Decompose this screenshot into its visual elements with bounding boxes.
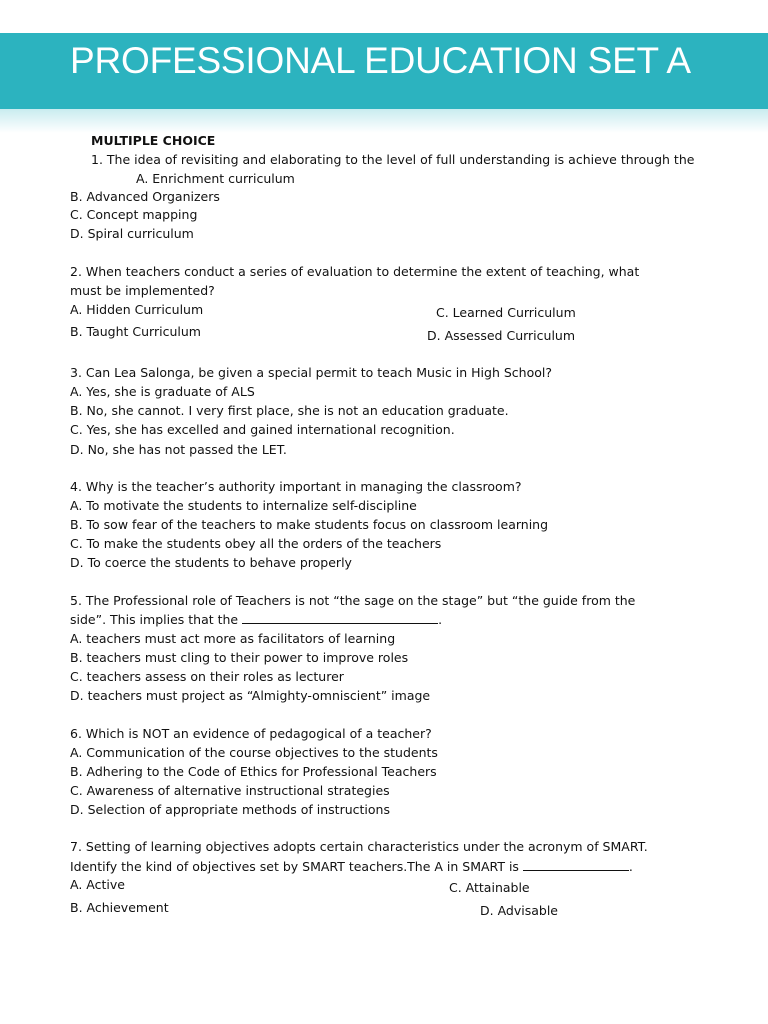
question-2-option-a: A. Hidden Curriculum — [70, 302, 204, 317]
question-1-stem: 1. The idea of revisiting and elaborating to the level of full understanding is achieve through the — [91, 152, 695, 167]
question-7-stem-line-2 — [70, 859, 633, 875]
question-5-stem-text: side”. This implies that the — [70, 612, 239, 627]
question-1-option-c: C. Concept mapping — [70, 207, 198, 222]
question-5-option-d: D. teachers must project as “Almighty-omniscient” image — [70, 688, 431, 703]
question-6-option-b: B. Adhering to the Code of Ethics for Professional Teachers — [70, 764, 437, 779]
question-7-option-c: C. Attainable — [449, 880, 530, 895]
question-4-option-b: B. To sow fear of the teachers to make students focus on classroom learning — [70, 517, 549, 532]
question-2-option-c: C. Learned Curriculum — [436, 305, 576, 320]
question-2-option-b: B. Taught Curriculum — [70, 324, 201, 339]
question-1-option-b: B. Advanced Organizers — [70, 189, 220, 204]
question-7-option-a: A. Active — [70, 877, 125, 892]
question-1-option-a: A. Enrichment curriculum — [136, 171, 295, 186]
header-gradient-strip — [0, 109, 768, 133]
question-7-stem-end: . — [628, 859, 633, 874]
question-4-stem: 4. Why is the teacher’s authority important in managing the classroom? — [70, 479, 522, 494]
question-7-stem-text: Identify the kind of objectives set by SMART teachers.The A in SMART is — [70, 859, 519, 874]
question-6-option-a: A. Communication of the course objectives to the students — [70, 745, 438, 760]
question-1-option-d: D. Spiral curriculum — [70, 226, 194, 241]
question-4-option-a: A. To motivate the students to internalize self-discipline — [70, 498, 417, 513]
question-6-stem: 6. Which is NOT an evidence of pedagogical of a teacher? — [70, 726, 432, 741]
question-6-option-d: D. Selection of appropriate methods of instructions — [70, 802, 390, 817]
answer-blank — [242, 612, 438, 624]
question-3-stem: 3. Can Lea Salonga, be given a special permit to teach Music in High School? — [70, 365, 552, 380]
question-2-option-d: D. Assessed Curriculum — [427, 328, 576, 343]
question-5-option-c: C. teachers assess on their roles as lecturer — [70, 669, 344, 684]
section-title: MULTIPLE CHOICE — [91, 133, 216, 148]
question-5-stem-line-2 — [70, 612, 442, 628]
question-7-stem-line-1: 7. Setting of learning objectives adopts certain characteristics under the acronym of SMART. — [70, 839, 648, 854]
question-6-option-c: C. Awareness of alternative instructional strategies — [70, 783, 390, 798]
question-5-option-b: B. teachers must cling to their power to improve roles — [70, 650, 409, 665]
question-4-option-c: C. To make the students obey all the orders of the teachers — [70, 536, 442, 551]
question-3-option-d: D. No, she has not passed the LET. — [70, 442, 287, 457]
question-2-stem-line-1: 2. When teachers conduct a series of evaluation to determine the extent of teaching, what — [70, 264, 640, 279]
answer-blank — [523, 859, 629, 871]
question-5-option-a: A. teachers must act more as facilitators of learning — [70, 631, 396, 646]
question-5-stem-line-1: 5. The Professional role of Teachers is not “the sage on the stage” but “the guide from the — [70, 593, 636, 608]
question-7-option-b: B. Achievement — [70, 900, 169, 915]
question-3-option-c: C. Yes, she has excelled and gained international recognition. — [70, 422, 455, 437]
question-5-stem-end: . — [438, 612, 443, 627]
question-4-option-d: D. To coerce the students to behave properly — [70, 555, 352, 570]
question-7-option-d: D. Advisable — [480, 903, 558, 918]
document-title: PROFESSIONAL EDUCATION SET A — [70, 40, 691, 81]
question-3-option-a: A. Yes, she is graduate of ALS — [70, 384, 255, 399]
question-3-option-b: B. No, she cannot. I very first place, she is not an education graduate. — [70, 403, 509, 418]
question-2-stem-line-2: must be implemented? — [70, 283, 215, 298]
